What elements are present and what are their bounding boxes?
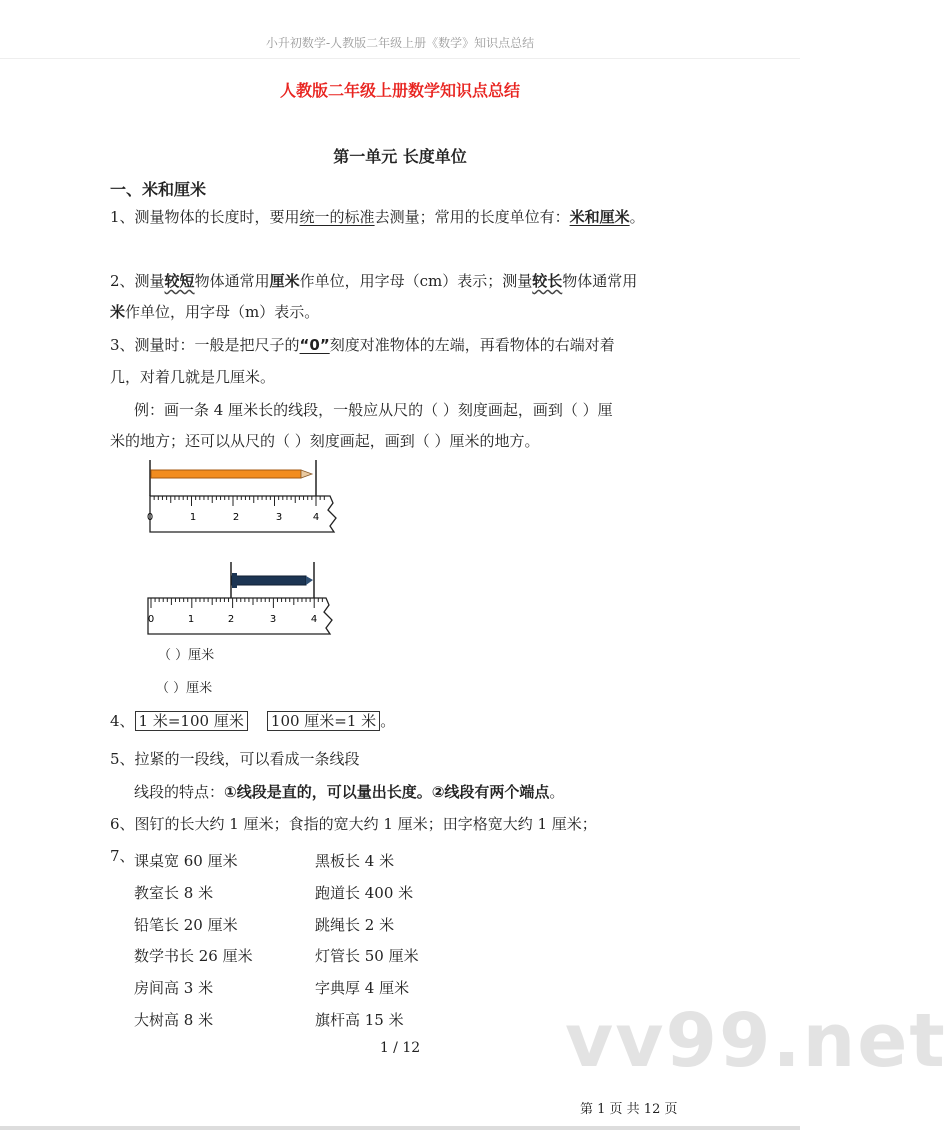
nail-head	[232, 573, 237, 588]
conversion-box-2: 100 厘米=1 米	[267, 711, 380, 731]
answer-blank-2: （ ）厘米	[156, 681, 213, 696]
ruler-label-0: 0	[146, 512, 154, 523]
ruler-label-1: 1	[189, 512, 197, 523]
list-item: 大树高 8 米	[134, 1010, 214, 1029]
header-rule	[0, 58, 800, 59]
examples-right-column	[315, 846, 419, 1037]
list-item: 房间高 3 米	[134, 979, 214, 998]
nail-body	[232, 576, 306, 585]
paragraph-5-cont: 线段的特点：①线段是直的，可以量出长度。②线段有两个端点。	[134, 783, 565, 801]
section-heading: 一、米和厘米	[110, 180, 207, 199]
ruler-label-2: 2	[232, 512, 240, 523]
paragraph-7-label: 7、	[110, 847, 135, 865]
examples-left-column	[134, 846, 253, 1037]
unit-title: 第一单元 长度单位	[333, 147, 467, 166]
paragraph-2: 2、测量较短物体通常用厘米作单位，用字母（cm）表示；测量较长物体通常用	[110, 272, 638, 290]
list-item: 跳绳长 2 米	[315, 915, 395, 934]
conversion-box-1: 1 米=100 厘米	[135, 711, 248, 731]
example-line-1: 例：画一条 4 厘米长的线段，一般应从尺的（ ）刻度画起，画到（ ）厘	[134, 401, 613, 419]
page-footer: 第 1 页 共 12 页	[580, 1102, 678, 1117]
ruler-label-2: 2	[227, 614, 235, 625]
list-item: 黑板长 4 米	[315, 852, 395, 870]
list-item: 铅笔长 20 厘米	[134, 915, 238, 934]
answer-blank-1: （ ）厘米	[158, 648, 215, 663]
example-line-2: 米的地方；还可以从尺的（ ）刻度画起，画到（ ）厘米的地方。	[110, 432, 540, 450]
list-item: 旗杆高 15 米	[315, 1010, 404, 1029]
ruler-label-4: 4	[312, 512, 320, 523]
paragraph-3-cont: 几，对着几就是几厘米。	[110, 368, 276, 386]
page-number: 1 / 12	[379, 1040, 421, 1056]
paragraph-2-cont: 米作单位，用字母（m）表示。	[110, 303, 320, 321]
paragraph-6: 6、图钉的长大约 1 厘米；食指的宽大约 1 厘米；田字格宽大约 1 厘米；	[110, 815, 597, 833]
list-item: 字典厚 4 厘米	[315, 979, 410, 998]
ruler-body	[150, 496, 336, 532]
bottom-rule	[0, 1126, 800, 1130]
ruler-label-3: 3	[275, 512, 283, 523]
ruler-label-0: 0	[147, 614, 155, 625]
list-item: 课桌宽 60 厘米	[134, 852, 238, 870]
watermark: vv99.net	[565, 998, 947, 1084]
list-item: 灯管长 50 厘米	[315, 947, 419, 966]
ruler-body	[148, 598, 332, 634]
ruler-label-3: 3	[269, 614, 277, 625]
document-title: 人教版二年级上册数学知识点总结	[279, 81, 520, 100]
page-header: 小升初数学-人教版二年级上册《数学》知识点总结	[265, 36, 535, 50]
paragraph-1: 1、测量物体的长度时，要用统一的标准去测量；常用的长度单位有：米和厘米。	[110, 208, 645, 226]
list-item: 教室长 8 米	[134, 883, 214, 902]
nail-tip	[306, 576, 313, 585]
paragraph-4: 4、 1 米=100 厘米 100 厘米=1 米 。	[110, 712, 396, 730]
ruler-with-pencil	[140, 458, 370, 538]
paragraph-3: 3、测量时：一般是把尺子的“0”刻度对准物体的左端，再看物体的右端对着	[110, 336, 615, 354]
ruler-with-nail	[140, 560, 370, 640]
ruler-label-4: 4	[310, 614, 318, 625]
list-item: 数学书长 26 厘米	[134, 947, 253, 966]
paragraph-5: 5、拉紧的一段线，可以看成一条线段	[110, 750, 360, 768]
pencil-tip	[301, 470, 312, 478]
pencil-body	[151, 470, 301, 478]
ruler-label-1: 1	[187, 614, 195, 625]
list-item: 跑道长 400 米	[315, 883, 414, 902]
